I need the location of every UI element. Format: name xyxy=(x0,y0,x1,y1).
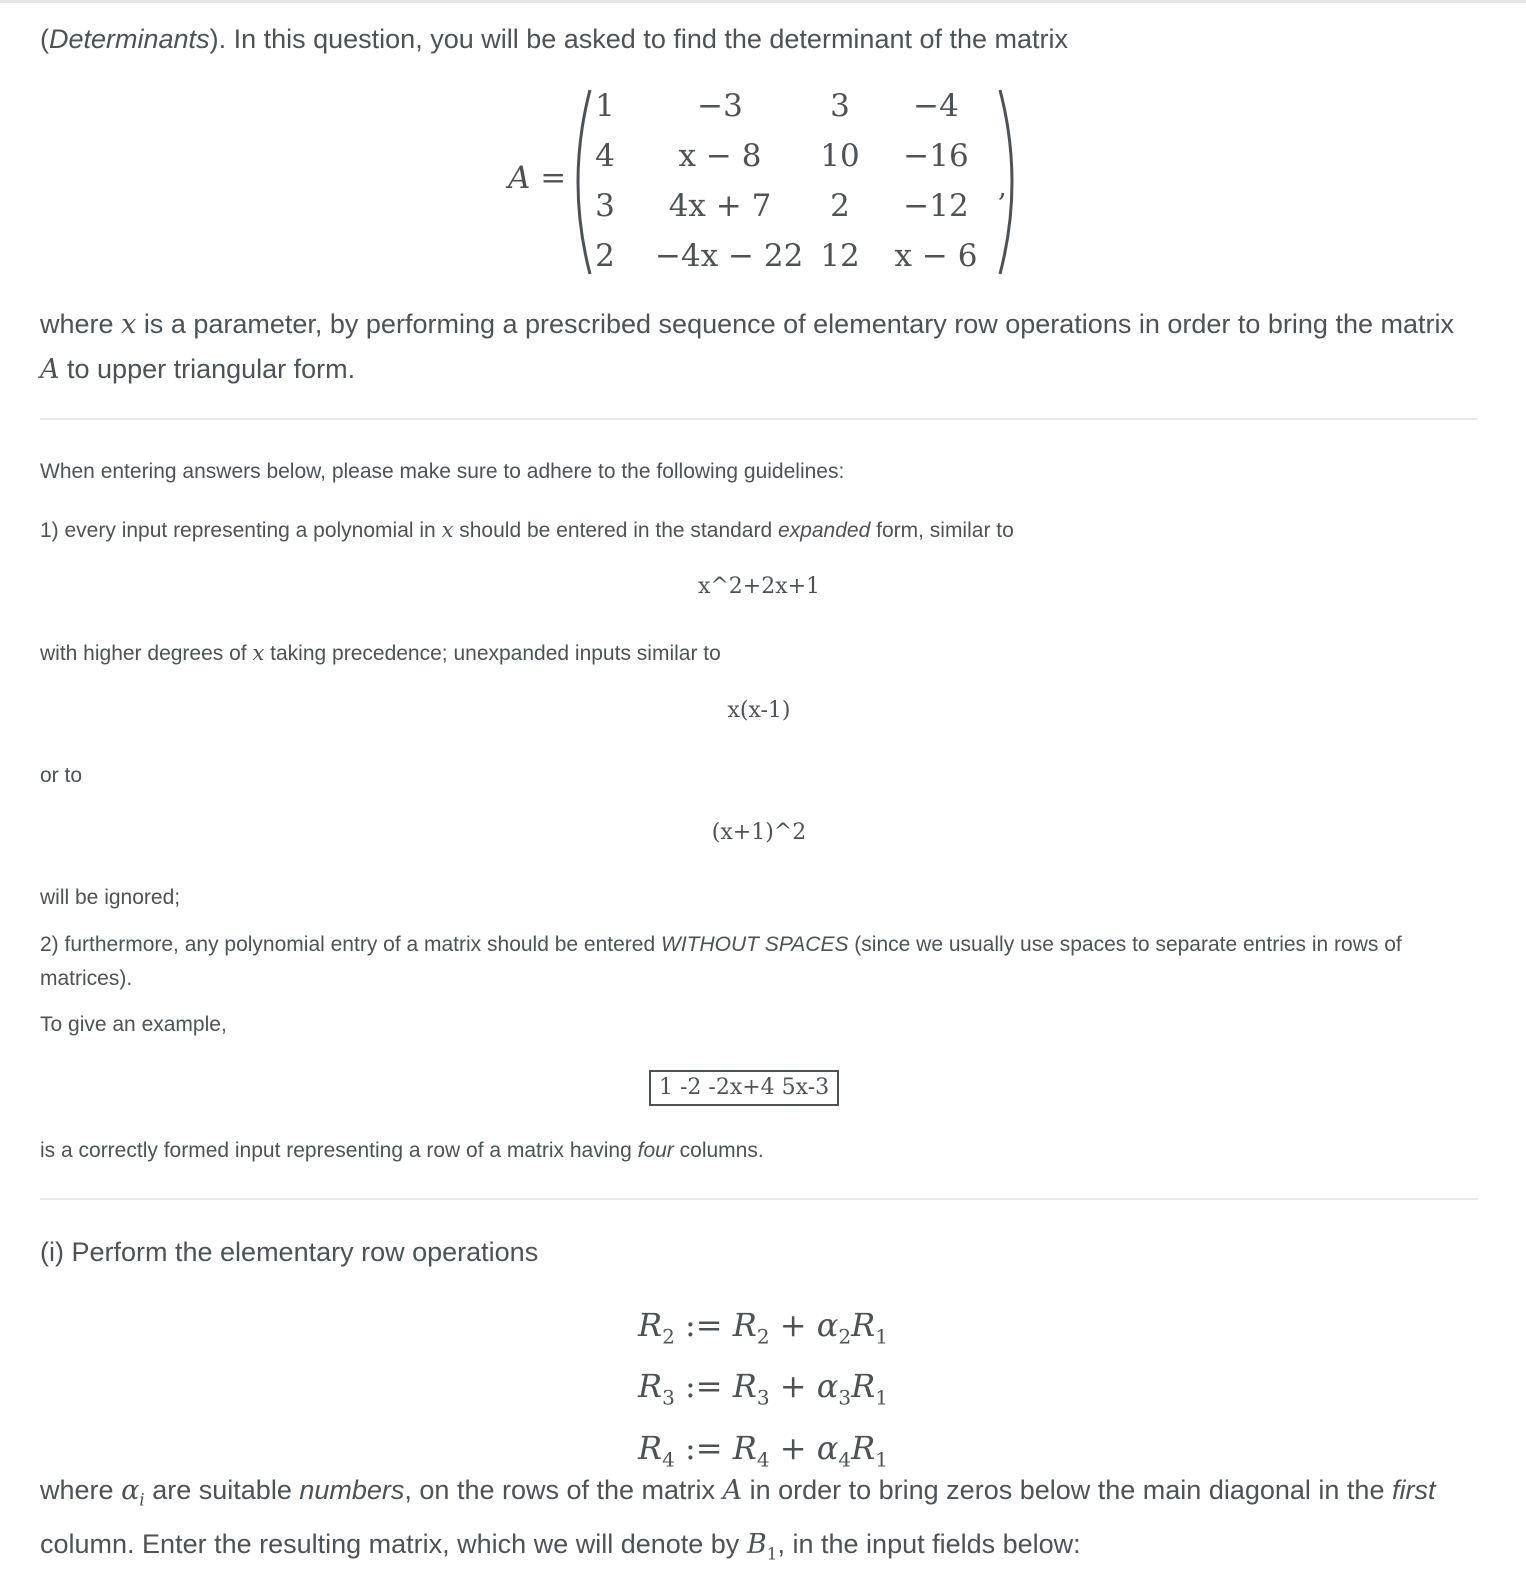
matrix-cell: 2 xyxy=(595,238,615,274)
matrix-cell: x − 6 xyxy=(894,238,978,274)
row-operations xyxy=(638,1300,888,1484)
matrix-comma: , xyxy=(998,170,1007,203)
example-explanation: is a correctly formed input representing a row of a matrix having four columns. xyxy=(40,1139,764,1162)
row-operation: $R_4$ := $R_4 + \alpha_4R_1$ xyxy=(638,1428,888,1472)
ignored-text: will be ignored; xyxy=(40,886,181,909)
intro-text: . In this question, you will be asked to find the determinant of the matrix xyxy=(218,24,1069,54)
matrix-cell: −16 xyxy=(903,138,969,174)
matrix-cell: −4 xyxy=(913,88,959,124)
guideline-2: 2) furthermore, any polynomial entry of a matrix should be entered WITHOUT SPACES (since we usually use spaces to separate entries in rows of matrices). xyxy=(40,933,1402,990)
example-row-input: 1 -2 -2x+4 5x-3 xyxy=(649,1070,839,1106)
matrix-cell: x − 8 xyxy=(678,138,762,174)
matrix-cell: 1 xyxy=(595,88,615,124)
matrix-cell: −12 xyxy=(903,188,969,224)
example-intro: To give an example, xyxy=(40,1013,227,1036)
matrix-cell: −3 xyxy=(697,88,743,124)
matrix-cell: 12 xyxy=(820,238,860,274)
matrix-cell: 3 xyxy=(595,188,615,224)
matrix-cell: 2 xyxy=(830,188,850,224)
row-operation: $R_2$ := $R_2 + \alpha_2R_1$ xyxy=(638,1306,888,1349)
matrix-cell: 4 xyxy=(595,138,615,174)
example-unexpanded-2: (x+1)^2 xyxy=(711,820,807,845)
matrix-cell: 3 xyxy=(830,88,850,124)
matrix-cell: 4x + 7 xyxy=(668,188,772,224)
guidelines-intro: When entering answers below, please make sure to adhere to the following guidelines: xyxy=(40,460,845,483)
part-i-description: where $\alpha_i$ are suitable numbers, on the rows of the matrix A in order to bring zeros below the main diagonal in the first column. Enter the resulting matrix, which we will denote by $B_1$, in the input fields below: xyxy=(40,1475,1436,1565)
topic-label: Determinants xyxy=(49,24,210,54)
example-unexpanded-1: x(x-1) xyxy=(727,698,791,723)
question-intro: (Determinants). In this question, you will be asked to find the determinant of the matrix xyxy=(40,24,1069,54)
higher-degrees-text: with higher degrees of x taking precedence; unexpanded inputs similar to xyxy=(40,641,721,665)
or-to-text: or to xyxy=(40,764,83,787)
divider xyxy=(40,1198,1478,1200)
row-operation: $R_3$ := $R_3 + \alpha_3R_1$ xyxy=(638,1367,888,1410)
guideline-1: 1) every input representing a polynomial in x should be entered in the standard expanded form, similar to xyxy=(40,518,1014,542)
matrix-label: A = xyxy=(508,160,567,196)
matrix-cell: 10 xyxy=(820,138,860,174)
top-border xyxy=(0,0,1526,3)
part-i-heading: (i) Perform the elementary row operations xyxy=(40,1237,539,1267)
example-expanded: x^2+2x+1 xyxy=(697,574,821,599)
parameter-description: where x is a parameter, by performing a prescribed sequence of elementary row operations in order to bring the matrix A to upper triangular form. xyxy=(40,309,1454,385)
matrix-cell: −4x − 22 xyxy=(655,238,804,274)
divider xyxy=(40,418,1478,420)
